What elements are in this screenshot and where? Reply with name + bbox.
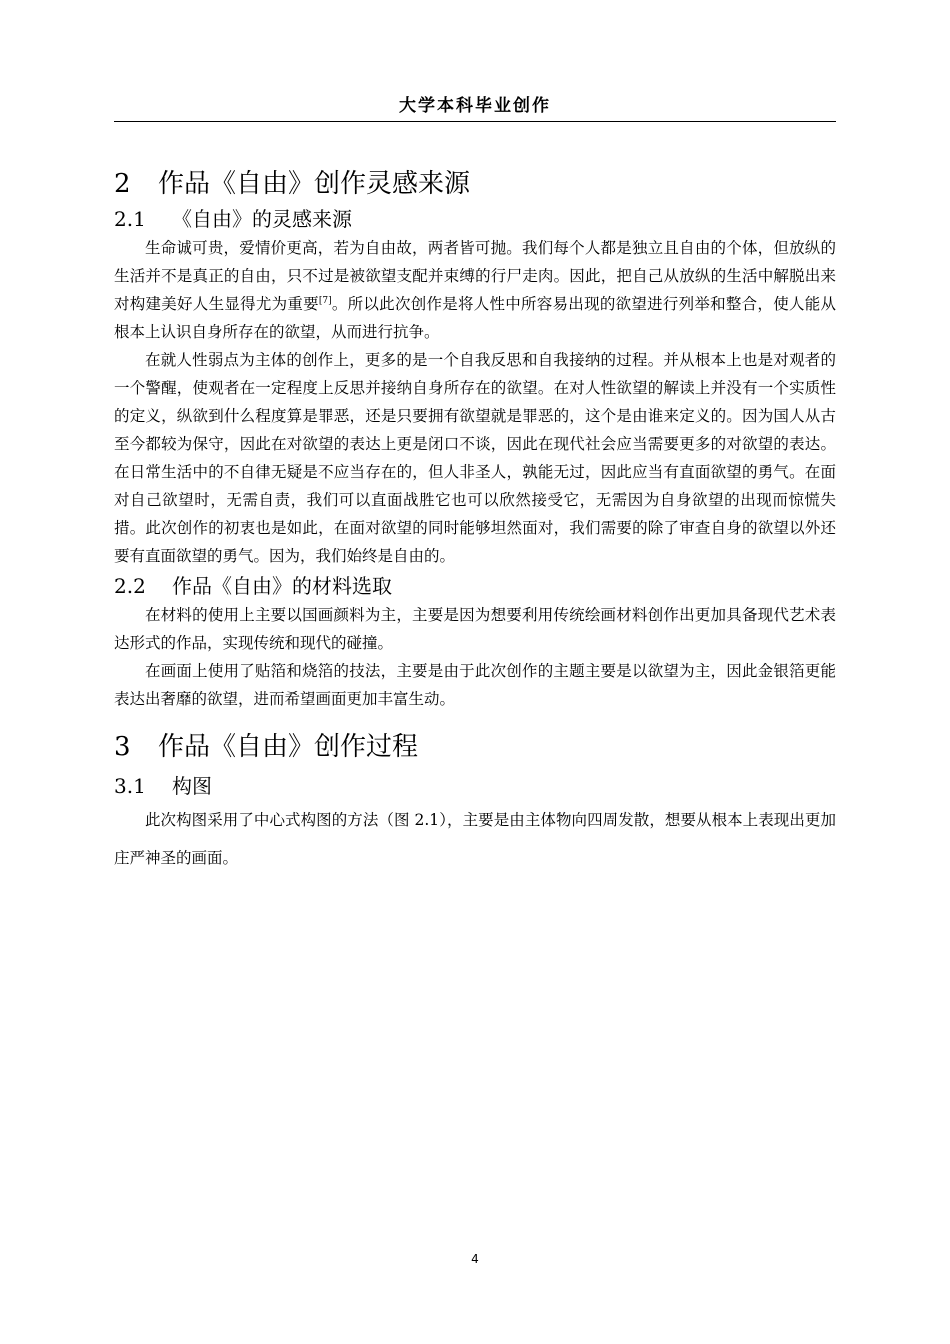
section-2-2-title: 作品《自由》的材料选取 [172,574,392,598]
section-2-2-heading [114,571,836,601]
paragraph-2-1-1 [114,234,836,346]
paragraph-2-1-2: 在就人性弱点为主体的创作上，更多的是一个自我反思和自我接纳的过程。并从根本上也是对观者的一个警醒，使观者在一定程度上反思并接纳自身所存在的欲望。在对人性欲望的解读上并没有一个实质性的定义，纵欲到什么程度算是罪恶，还是只要拥有欲望就是罪恶的，这个是由谁来定义的。因为国人从古至今都较为保守，因此在对欲望的表达上更是闭口不谈，因此在现代社会应当需要更多的对欲望的表达。在日常生活中的不自律无疑是不应当存在的，但人非圣人，孰能无过，因此应当有直面欲望的勇气。在面对自己欲望时，无需自责，我们可以直面战胜它也可以欣然接受它，无需因为自身欲望的出现而惊慌失措。此次创作的初衷也是如此，在面对欲望的同时能够坦然面对，我们需要的除了审查自身的欲望以外还要有直面欲望的勇气。因为，我们始终是自由的。 [114,351,836,565]
section-2-title: 作品《自由》创作灵感来源 [158,169,471,199]
section-3-1-number: 3.1 [114,774,146,798]
paragraph-3-1-1: 此次构图采用了中心式构图的方法（图 2.1），主要是由主体物向四周发散，想要从根本上表现出更加庄严神圣的画面。 [114,811,836,867]
section-2-1-number: 2.1 [114,207,146,231]
paragraph-2-2-1: 在材料的使用上主要以国画颜料为主，主要是因为想要利用传统绘画材料创作出更加具备现代艺术表达形式的作品，实现传统和现代的碰撞。 [114,606,836,652]
section-2-number: 2 [114,169,131,199]
section-3-number: 3 [114,732,131,762]
paragraph-2-1-1-text-a: 生命诚可贵，爱情价更高，若为自由故，两者皆可抛。我们每个人都是独立且自由的个体，但放纵的生活并不是真正的自由，只不过是被欲望支配并束缚的行尸走肉。因此，把自己从放纵的生活中解脱出来对构建美好人生显得尤为重要 [114,239,836,313]
page-number: 4 [471,1252,479,1266]
section-2-2-number: 2.2 [114,574,146,598]
paragraph-2-2-2: 在画面上使用了贴箔和烧箔的技法，主要是由于此次创作的主题主要是以欲望为主，因此金银箔更能表达出奢靡的欲望，进而希望画面更加丰富生动。 [114,662,836,708]
section-2-1-heading [114,204,836,234]
section-3-heading [114,727,836,767]
section-3-title: 作品《自由》创作过程 [158,732,419,762]
paragraph-2-1-1-text-b: 。所以此次创作是将人性中所容易出现的欲望进行列举和整合，使人能从根本上认识自身所存在的欲望，从而进行抗争。 [114,295,836,341]
section-2-1-title: 《自由》的灵感来源 [172,207,352,231]
section-3-1-title: 构图 [172,774,212,798]
section-3-1-heading [114,771,836,801]
section-2-heading [114,164,836,204]
running-header: 大学本科毕业创作 [399,96,551,116]
citation-ref: [7] [318,296,332,306]
page-body [114,164,836,877]
header-rule [114,121,836,122]
